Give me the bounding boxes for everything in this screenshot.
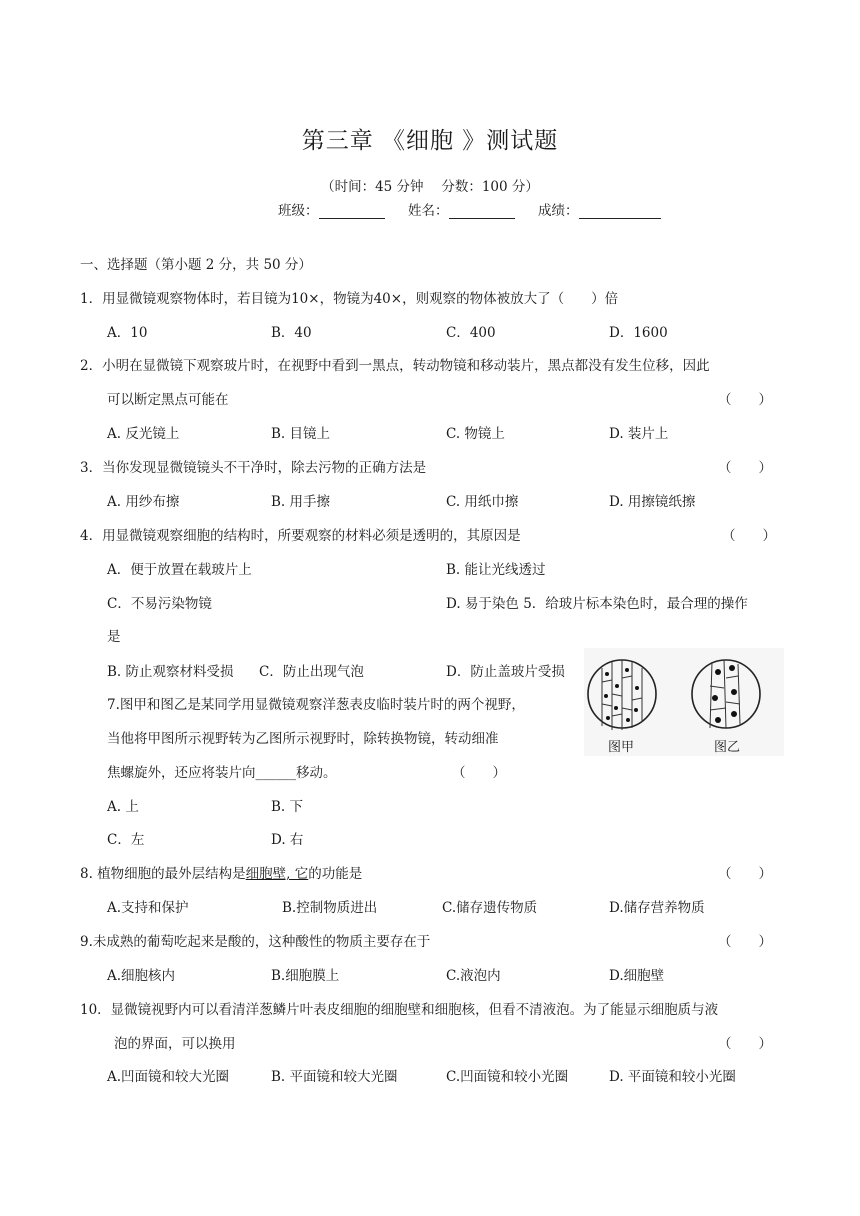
q3-option-c: C. 用纸巾擦	[446, 494, 519, 510]
question-7-stem-line3: 焦螺旋外，还应将装片向______移动。	[107, 765, 337, 781]
q4-option-c: C．不易污染物镜	[107, 596, 212, 612]
q7-option-c: C．左	[107, 832, 145, 848]
question-3-stem: 3．当你发现显微镜镜头不干净时，除去污物的正确方法是	[80, 460, 427, 476]
q8-stem-end: 的功能是	[308, 866, 363, 882]
q9-option-b: B.细胞膜上	[271, 968, 340, 984]
q2-option-a: A. 反光镜上	[107, 426, 180, 442]
question-1-stem: 1．用显微镜观察物体时，若目镜为10×，物镜为40×，则观察的物体被放大了（ ）倍	[80, 291, 619, 307]
q2-answer-paren: （ ）	[718, 392, 772, 408]
q2-option-c: C. 物镜上	[446, 426, 505, 442]
q2-option-b: B. 目镜上	[271, 426, 331, 442]
class-label: 班级：	[278, 203, 319, 219]
q4-continuation: 是	[107, 629, 121, 645]
question-4-stem: 4．用显微镜观察细胞的结构时，所要观察的材料必须是透明的，其原因是	[80, 528, 521, 544]
question-2-stem-line2: 可以断定黑点可能在	[107, 392, 229, 408]
q10-option-d: D. 平面镜和较小光圈	[609, 1069, 736, 1085]
q9-option-d: D.细胞壁	[609, 968, 665, 984]
q1-option-a: A．10	[107, 325, 148, 341]
q3-answer-paren: （ ）	[718, 460, 772, 476]
q10-option-c: C.凹面镜和较小光圈	[446, 1069, 569, 1085]
score-field[interactable]	[538, 199, 661, 219]
figure-label-yi: 图乙	[714, 740, 741, 755]
q8-option-a: A.支持和保护	[107, 900, 189, 916]
page-title: 第三章 《细胞 》测试题	[301, 128, 559, 154]
name-blank[interactable]	[449, 202, 515, 219]
question-10-stem-line1: 10．显微镜视野内可以看清洋葱鳞片叶表皮细胞的细胞壁和细胞核，但看不清液泡。为了能显示细胞质与液	[80, 1002, 719, 1018]
q1-option-c: C．400	[446, 325, 496, 341]
q10-answer-paren: （ ）	[718, 1036, 772, 1052]
exam-subtitle: （时间：45 分钟 分数：100 分）	[321, 179, 539, 195]
score-label: 成绩：	[538, 203, 579, 219]
q7-option-a: A. 上	[107, 799, 139, 815]
q8-option-c: C.储存遗传物质	[442, 900, 538, 916]
name-field[interactable]	[408, 199, 515, 219]
q9-option-c: C.液泡内	[446, 968, 501, 984]
q9-option-a: A.细胞核内	[107, 968, 176, 984]
q5-option-d: D．防止盖玻片受损	[446, 664, 565, 680]
class-field[interactable]	[278, 199, 385, 219]
q8-answer-paren: （ ）	[718, 866, 772, 882]
question-2-stem-line1: 2．小明在显微镜下观察玻片时，在视野中看到一黑点，转动物镜和移动装片，黑点都没有发生位移，因此	[80, 358, 710, 374]
q5-option-c: C．防止出现气泡	[259, 664, 364, 680]
q10-option-a: A.凹面镜和较大光圈	[107, 1069, 230, 1085]
q8-option-d: D.储存营养物质	[609, 900, 705, 916]
question-7-stem-line2: 当他将甲图所示视野转为乙图所示视野时，除转换物镜，转动细准	[107, 731, 499, 747]
q7-answer-paren: （ ）	[452, 765, 506, 781]
q3-option-b: B. 用手擦	[271, 494, 331, 510]
q4-option-b: B. 能让光线透过	[446, 562, 546, 578]
q4-option-a: A．便于放置在载玻片上	[107, 562, 252, 578]
question-7-stem-line1: 7.图甲和图乙是某同学用显微镜观察洋葱表皮临时装片时的两个视野，	[107, 697, 525, 713]
q4-option-d: D. 易于染色 5．给玻片标本染色时，最合理的操作	[446, 596, 748, 612]
q8-option-b: B.控制物质进出	[282, 900, 378, 916]
q3-option-d: D. 用擦镜纸擦	[609, 494, 696, 510]
q8-stem-start: 8. 植物细胞的最外层结构是	[80, 866, 246, 882]
question-9-stem: 9.未成熟的葡萄吃起来是酸的，这种酸性的物质主要存在于	[80, 934, 431, 950]
figure-label-jia: 图甲	[608, 740, 635, 755]
microscope-fields-figure	[584, 648, 784, 756]
q7-option-d: D. 右	[271, 832, 304, 848]
question-8-stem	[80, 862, 362, 882]
q1-option-b: B．40	[271, 325, 312, 341]
q9-answer-paren: （ ）	[718, 934, 772, 950]
name-label: 姓名：	[408, 203, 449, 219]
section-heading: 一、选择题（第小题 2 分，共 50 分）	[80, 257, 312, 273]
q8-underlined-term: 细胞壁, 它	[245, 866, 309, 882]
q7-option-b: B. 下	[271, 799, 304, 815]
class-blank[interactable]	[319, 202, 385, 219]
q5-option-b: B. 防止观察材料受损	[107, 664, 234, 680]
q4-answer-paren: （ ）	[722, 528, 776, 544]
score-blank[interactable]	[579, 202, 661, 219]
q10-option-b: B. 平面镜和较大光圈	[271, 1069, 398, 1085]
q2-option-d: D. 装片上	[609, 426, 669, 442]
q1-option-d: D．1600	[609, 325, 668, 341]
question-10-stem-line2: 泡的界面，可以换用	[114, 1036, 236, 1052]
q3-option-a: A. 用纱布擦	[107, 494, 180, 510]
